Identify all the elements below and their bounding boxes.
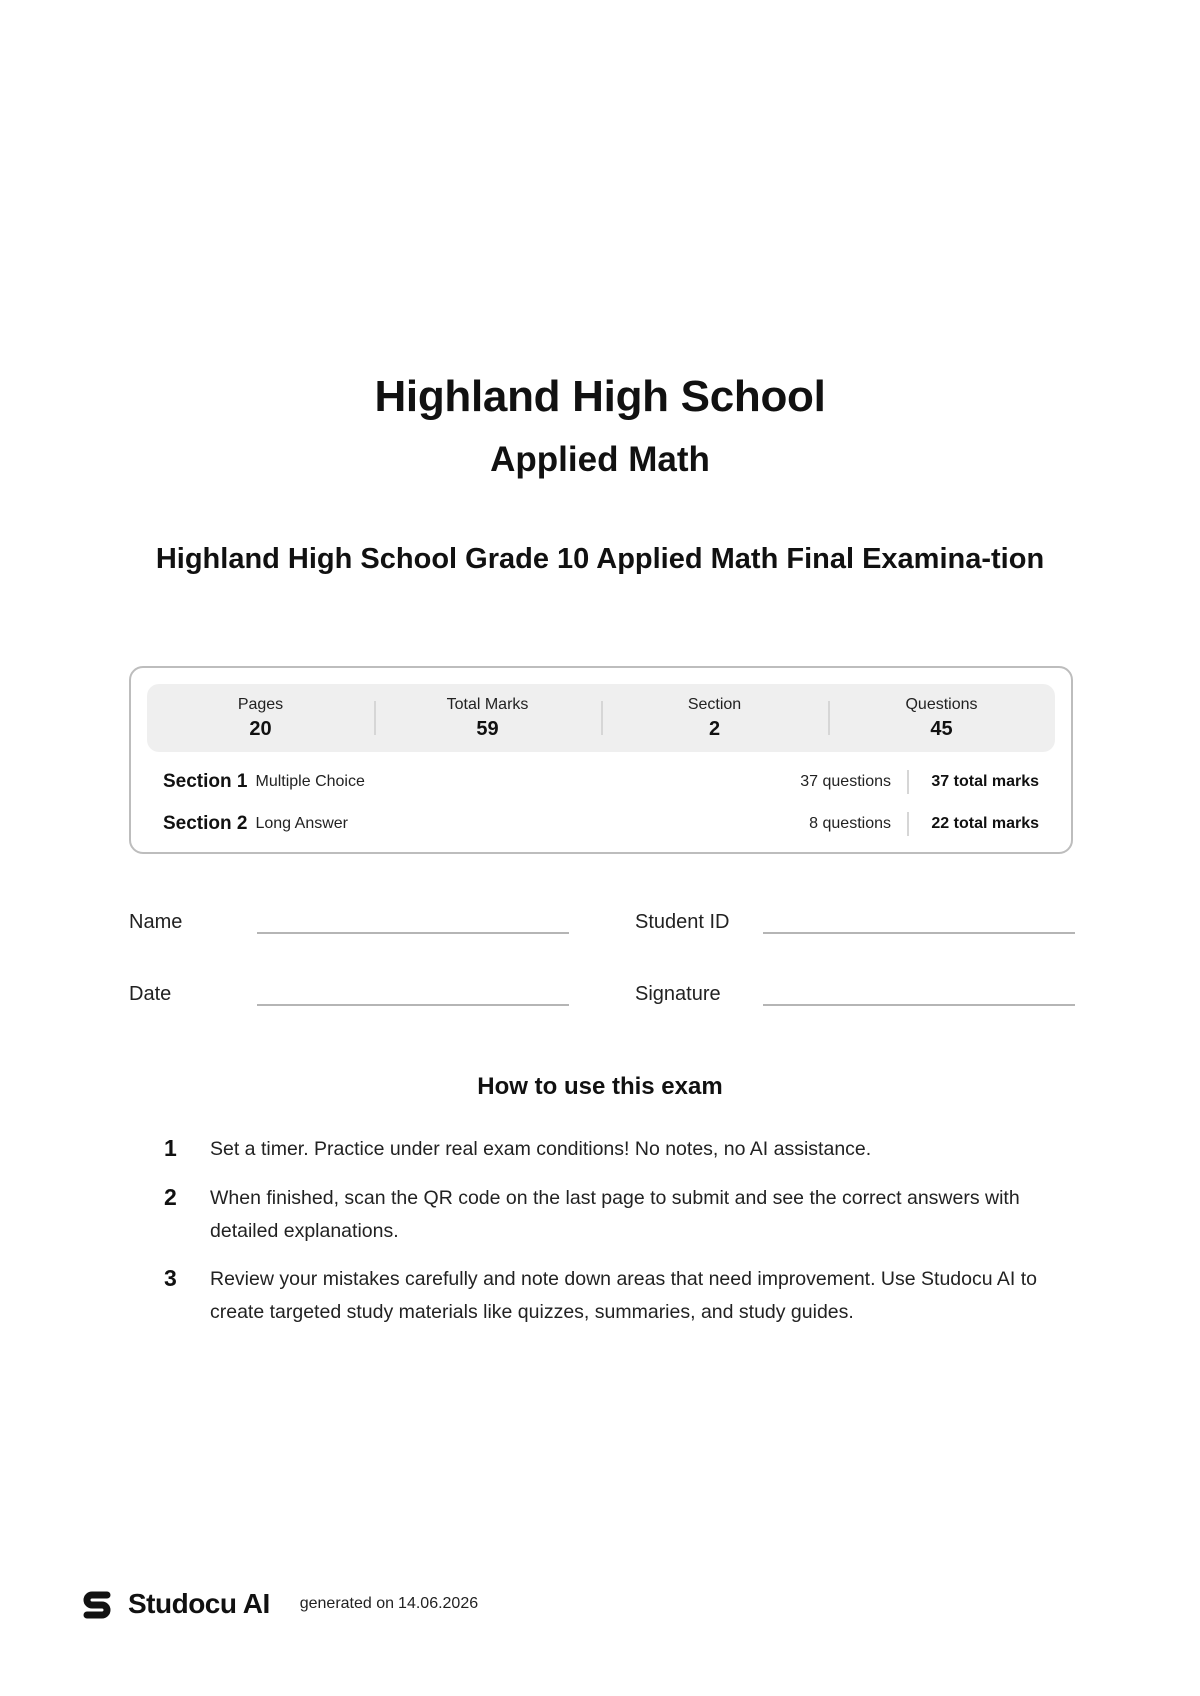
generated-label: generated on	[299, 1595, 395, 1612]
subject-title: Applied Math	[490, 440, 710, 479]
instructions-heading: How to use this exam	[477, 1073, 723, 1100]
name-field	[129, 908, 569, 934]
section-row-2	[163, 812, 1039, 836]
instruction-step-3	[160, 1263, 1060, 1329]
instruction-step-2	[160, 1182, 1060, 1248]
student-id-line[interactable]	[763, 908, 1075, 934]
signature-label: Signature	[635, 983, 721, 1005]
section-name: Section 1	[163, 771, 248, 792]
stat-label: Questions	[905, 695, 978, 713]
section-questions: 37 questions	[800, 770, 909, 794]
stat-value: 45	[930, 717, 953, 740]
brand-name: Studocu AI	[128, 1588, 270, 1619]
date-field	[129, 980, 569, 1006]
section-name: Section 2	[163, 813, 248, 834]
section-marks: 22 total marks	[931, 815, 1039, 832]
name-line[interactable]	[257, 908, 569, 934]
date-label: Date	[129, 983, 172, 1005]
stat-total-marks	[374, 684, 601, 752]
section-row-1	[163, 770, 1039, 794]
step-number: 3	[164, 1265, 177, 1291]
date-line[interactable]	[257, 980, 569, 1006]
step-text: When finished, scan the QR code on the last page to submit and see the correct answers with detailed explanations.	[210, 1187, 1020, 1242]
stat-section	[601, 684, 828, 752]
section-type: Long Answer	[255, 815, 348, 832]
stat-label: Section	[687, 695, 742, 713]
stat-label: Pages	[237, 695, 284, 713]
stat-pages	[147, 684, 374, 752]
step-number: 2	[164, 1184, 177, 1210]
student-id-field	[635, 908, 1075, 934]
stat-label: Total Marks	[446, 695, 529, 713]
section-questions: 8 questions	[809, 812, 909, 836]
exam-summary-box	[129, 666, 1073, 854]
name-label: Name	[129, 911, 183, 933]
step-text: Review your mistakes carefully and note down areas that need improvement. Use Studocu AI to create targeted study materials like quizzes, summaries, and study guides.	[210, 1268, 1038, 1323]
stat-value: 20	[249, 717, 272, 740]
generated-date: 14.06.2026	[398, 1595, 479, 1612]
section-type: Multiple Choice	[255, 773, 365, 790]
signature-field	[635, 980, 1075, 1006]
footer	[80, 1586, 478, 1622]
signature-line[interactable]	[763, 980, 1075, 1006]
student-id-label: Student ID	[635, 911, 730, 933]
school-title: Highland High School	[374, 372, 826, 421]
instruction-step-1	[160, 1133, 1060, 1166]
exam-title: Highland High School Grade 10 Applied Math Final Examina-tion	[155, 543, 1045, 575]
step-number: 1	[164, 1135, 177, 1161]
studocu-logo-icon	[80, 1586, 114, 1622]
stat-questions	[828, 684, 1055, 752]
step-text: Set a timer. Practice under real exam conditions! No notes, no AI assistance.	[210, 1138, 872, 1160]
section-marks: 37 total marks	[931, 773, 1039, 790]
stats-bar	[147, 684, 1055, 752]
stat-value: 59	[476, 717, 499, 740]
stat-value: 2	[708, 717, 721, 740]
